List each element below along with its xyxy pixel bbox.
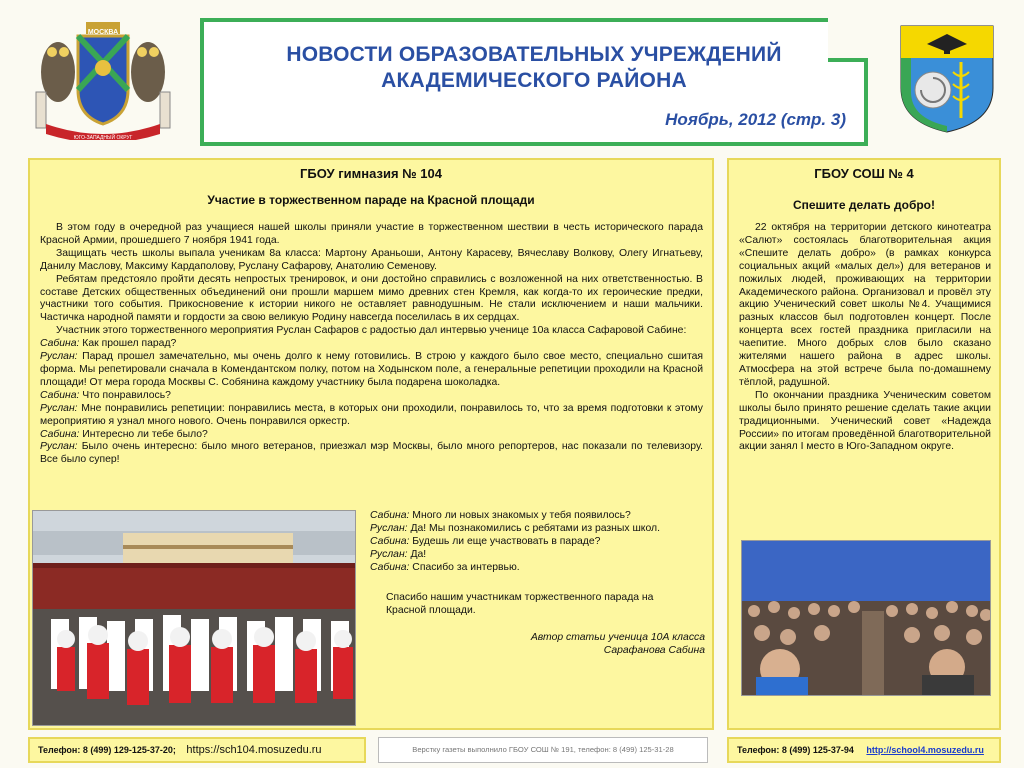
- school-4-article-panel: [727, 158, 1001, 730]
- school-name: ГБОУ гимназия № 104: [300, 166, 442, 181]
- dialog-line: Руслан: Да!: [370, 548, 427, 560]
- footer-left-contact: [28, 737, 366, 763]
- newspaper-header: [200, 18, 868, 146]
- article-body: [739, 222, 991, 454]
- dialog-line: Сабина: Интересно ли тебе было?: [40, 428, 208, 440]
- article-title: Участие в торжественном параде на Красной площади: [207, 193, 535, 207]
- issue-date: Ноябрь, 2012 (стр. 3): [665, 110, 846, 129]
- interview-continuation: [370, 510, 705, 575]
- parade-photo: [32, 510, 356, 726]
- gymnasium-website-link[interactable]: https://sch104.mosuzedu.ru: [186, 744, 322, 756]
- dialog-line: Сабина: Как прошел парад?: [40, 338, 177, 350]
- paragraph: В этом году в очередной раз учащиеся нашей школы приняли участие в торжественном шествии в честь исторического парада Красной Армии, прошедшего 7 ноября 1941 года.: [40, 222, 703, 246]
- footer-phone: Телефон: 8 (499) 129-125-37-20;: [38, 745, 176, 755]
- paragraph: 22 октября на территории детского кинотеатра «Салют» состоялась благотворительная акция «Спешите делать добро» (в рамках конкурса социальных акций «малых дел») для ветеранов и пожилых людей, проживающих на территории Академического района. Организовал и провёл эту акцию Ученический совет школы №4. Учащимися разных классов был подготовлен концерт. После концерта всех гостей праздника пригласили на чаепитие. Много добрых слов было сказано жителями нашего района в адрес школы. Атмосфера на этой встрече была по-домашнему тёплой, радушной.: [739, 222, 991, 388]
- dialog-line: Сабина: Что понравилось?: [40, 389, 171, 401]
- dialog-line: Руслан: Мне понравились репетиции: понравились места, в которых они проходили, понравилось то, что за время подготовки к этому мероприятию я узнал много нового. Очень понравился оркестр.: [40, 402, 703, 427]
- dialog-line: Сабина: Будешь ли еще участвовать в параде?: [370, 535, 601, 547]
- dialog-line: Руслан: Было очень интересно: было много ветеранов, приезжал мэр Москвы, было много репортеров, нас показали по телевизору. Все было супер!: [40, 441, 703, 466]
- footer-credits: Верстку газеты выполнило ГБОУ СОШ № 191, телефон: 8 (499) 125-31-28: [378, 737, 708, 763]
- svg-text:МОСКВА: МОСКВА: [87, 29, 119, 36]
- svg-text:ЮГО-ЗАПАДНЫЙ ОКРУГ: ЮГО-ЗАПАДНЫЙ ОКРУГ: [73, 135, 133, 140]
- academic-district-emblem-logo: [897, 22, 997, 134]
- article-body: [40, 222, 703, 467]
- charity-event-photo: [741, 540, 991, 696]
- article-author: Автор статьи ученица 10А класса Сарафанова Сабина: [530, 632, 705, 656]
- district-coat-of-arms-logo: [28, 20, 178, 140]
- paragraph: Участник этого торжественного мероприятия Руслан Сафаров с радостью дал интервью ученице 10а класса Сафаровой Сабине:: [56, 325, 687, 337]
- footer-phone: Телефон: 8 (499) 125-37-94: [737, 745, 854, 755]
- dialog-line: Руслан: Да! Мы познакомились с ребятами из разных школ.: [370, 522, 660, 534]
- footer-right-contact: [727, 737, 1001, 763]
- paragraph: Ребятам предстояло пройти десять непростых тренировок, и они достойно справились с возложенной на них ответственностью. В составе Детских общественных объединений они прошли маршем мимо древних стен Кремля, как когда-то их героические предки, участники того события. Прикосновение к истории никого не оставляет равнодушным. Не стали исключением и наши мальчики. Частичка народной памяти и гордости за свою великую Родину навсегда поселилась в их сердцах.: [40, 273, 703, 324]
- dialog-line: Сабина: Спасибо за интервью.: [370, 561, 520, 573]
- paragraph: По окончании праздника Ученическим советом школы было принято решение сделать такие акции традиционными. Ученический совет «Надежда России» по итогам проведённой благотворительной акции занял I место в Юго-Западном округе.: [739, 389, 991, 453]
- school-4-website-link[interactable]: http://school4.mosuzedu.ru: [866, 745, 984, 755]
- thanks-note: Спасибо нашим участникам торжественного парада на Красной площади.: [386, 592, 654, 616]
- dialog-line: Сабина: Много ли новых знакомых у тебя появилось?: [370, 510, 631, 521]
- paragraph: Защищать честь школы выпала ученикам 8а класса: Мартону Араньоши, Антону Карасеву, Вячеславу Волкову, Олегу Игнатьеву, Данилу Маслову, Максиму Кардаполову, Руслану Сафарову, Анатолию Семенову.: [40, 247, 703, 272]
- school-name: ГБОУ СОШ № 4: [814, 166, 914, 181]
- article-title: Спешите делать добро!: [792, 198, 936, 212]
- gymnasium-104-article-panel: [28, 158, 714, 730]
- newspaper-title: НОВОСТИ ОБРАЗОВАТЕЛЬНЫХ УЧРЕЖДЕНИЙ АКАДЕМИЧЕСКОГО РАЙОНА: [286, 43, 782, 92]
- dialog-line: Руслан: Парад прошел замечательно, мы очень долго к нему готовились. В строю у каждого было свое место, специально сшитая форма. Мы репетировали сначала в Комендантском полку, потом на Ходынском поле, а генеральные репетиции проходили на Красной площади! От мера города Москвы С. Собянина каждому участнику была подарена шоколадка.: [40, 351, 703, 388]
